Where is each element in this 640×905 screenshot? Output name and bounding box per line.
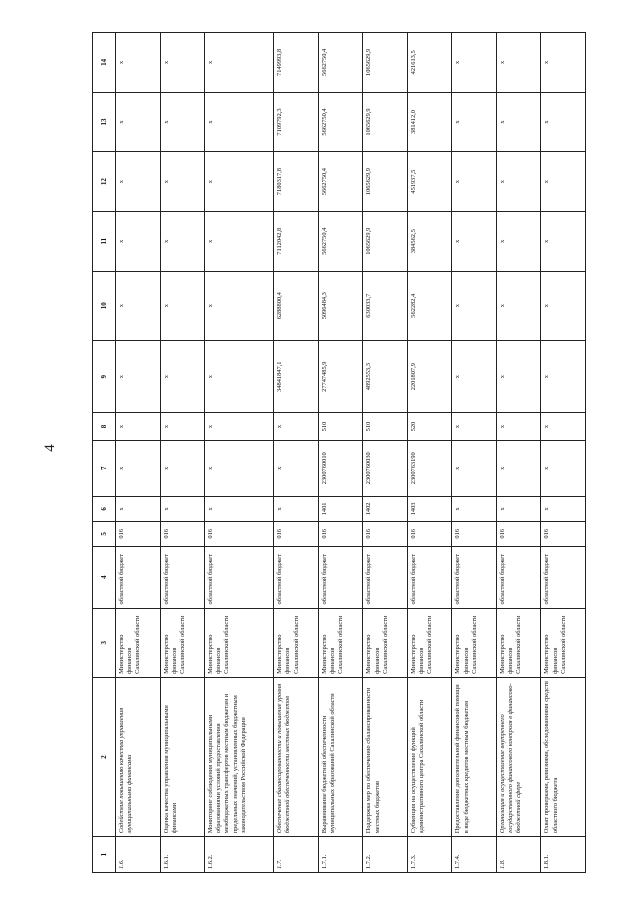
table-cell: 562282,4 — [407, 271, 452, 340]
table-cell: областной бюджет — [496, 546, 541, 608]
table-cell: x — [496, 340, 541, 413]
column-header: 14 — [93, 33, 116, 93]
table-cell: x — [205, 211, 274, 271]
table-cell: x — [116, 271, 161, 340]
page-number: 4 — [42, 444, 58, 452]
table-cell: x — [541, 496, 586, 521]
table-cell: областной бюджет — [274, 546, 319, 608]
table-cell: 7180317,8 — [274, 152, 319, 212]
table-cell: 1065629,9 — [363, 33, 408, 93]
table-cell: x — [541, 440, 586, 496]
table-cell: 5662750,4 — [318, 92, 363, 152]
table-cell: 7149993,8 — [274, 33, 319, 93]
column-header: 6 — [93, 496, 116, 521]
table-cell: 520 — [407, 413, 452, 440]
table-cell: 5096484,3 — [318, 271, 363, 340]
table-cell: x — [541, 92, 586, 152]
table-cell: x — [205, 33, 274, 93]
table-cell: 510 — [363, 413, 408, 440]
table-cell: x — [541, 152, 586, 212]
table-cell: 5662750,4 — [318, 33, 363, 93]
table-cell: 1065629,9 — [363, 92, 408, 152]
table-cell: x — [496, 271, 541, 340]
table-cell: 1.7.1. — [318, 837, 363, 873]
table-cell: x — [205, 152, 274, 212]
table-cell: Поддержка мер по обеспечению сбалансированности местных бюджетов — [363, 677, 408, 836]
table-cell: Мониторинг соблюдения муниципальными образованиями условий предоставления межбюджетных трансфертов местным бюджетам и предельных значений, установленных бюджетным законодательством Российской Федерации — [205, 677, 274, 836]
table-cell: x — [160, 33, 205, 93]
table-cell: 421613,5 — [407, 33, 452, 93]
budget-table — [92, 32, 586, 873]
table-cell: 34841847,1 — [274, 340, 319, 413]
table-cell: 1401 — [318, 496, 363, 521]
table-cell: 1.7.2. — [363, 837, 408, 873]
table-cell: Министерство финансов Сахалинской области — [452, 608, 497, 677]
table-cell: 016 — [452, 521, 497, 546]
table-cell: Министерство финансов Сахалинской области — [205, 608, 274, 677]
table-cell: x — [116, 496, 161, 521]
table-cell: 016 — [496, 521, 541, 546]
table-row — [541, 33, 586, 873]
table-cell: областной бюджет — [363, 546, 408, 608]
table-cell: 1.6. — [116, 837, 161, 873]
table-cell: 2300760030 — [363, 440, 408, 496]
table-cell: x — [496, 413, 541, 440]
table-cell: x — [541, 33, 586, 93]
table-row — [318, 33, 363, 873]
table-cell: 1.7.4. — [452, 837, 497, 873]
table-cell: областной бюджет — [541, 546, 586, 608]
table-cell: 1065629,9 — [363, 211, 408, 271]
table-cell: 016 — [541, 521, 586, 546]
table-cell: x — [116, 152, 161, 212]
table-cell: x — [496, 496, 541, 521]
column-header: 12 — [93, 152, 116, 212]
column-header: 7 — [93, 440, 116, 496]
table-cell: x — [116, 413, 161, 440]
table-cell: Министерство финансов Сахалинской области — [318, 608, 363, 677]
table-cell: x — [274, 496, 319, 521]
table-cell: 1403 — [407, 496, 452, 521]
header-row — [93, 33, 116, 873]
table-cell: 016 — [160, 521, 205, 546]
table-cell: 1.7. — [274, 837, 319, 873]
table-cell: x — [160, 440, 205, 496]
table-cell: x — [452, 440, 497, 496]
column-header: 8 — [93, 413, 116, 440]
table-cell: 6288800,4 — [274, 271, 319, 340]
table-cell: 016 — [363, 521, 408, 546]
table-cell: 5662750,4 — [318, 211, 363, 271]
table-cell: x — [496, 211, 541, 271]
table-cell: x — [452, 211, 497, 271]
table-row — [205, 33, 274, 873]
table-cell: x — [541, 413, 586, 440]
table-cell: 381412,0 — [407, 92, 452, 152]
table-cell: 1402 — [363, 496, 408, 521]
table-cell: x — [496, 440, 541, 496]
table-cell: 1.8. — [496, 837, 541, 873]
table-cell: областной бюджет — [205, 546, 274, 608]
table-row — [160, 33, 205, 873]
table-cell: Предоставление дополнительной финансовой помощи в виде бюджетных кредитов местным бюджетам — [452, 677, 497, 836]
table-cell: 016 — [274, 521, 319, 546]
table-row — [452, 33, 497, 873]
table-cell: x — [274, 440, 319, 496]
table-cell: x — [452, 33, 497, 93]
table-cell: x — [452, 413, 497, 440]
table-cell: Министерство финансов Сахалинской области — [274, 608, 319, 677]
table-cell: Обеспечение сбалансированности и повышение уровня бюджетной обеспеченности местных бюджетов — [274, 677, 319, 836]
table-cell: областной бюджет — [452, 546, 497, 608]
table-row — [407, 33, 452, 873]
table-cell: 27747485,9 — [318, 340, 363, 413]
column-header: 11 — [93, 211, 116, 271]
table-cell: 630033,7 — [363, 271, 408, 340]
column-header: 1 — [93, 837, 116, 873]
table-cell: 1.6.1. — [160, 837, 205, 873]
table-cell: x — [452, 92, 497, 152]
table-cell: Субвенция на осуществление функций административного центра Сахалинской области — [407, 677, 452, 836]
table-cell: областной бюджет — [160, 546, 205, 608]
table-cell: x — [274, 413, 319, 440]
table-cell: 016 — [116, 521, 161, 546]
table-cell: 1.8.1. — [541, 837, 586, 873]
table-cell: x — [116, 33, 161, 93]
table-cell: 510 — [318, 413, 363, 440]
table-cell: 016 — [205, 521, 274, 546]
table-cell: Министерство финансов Сахалинской области — [363, 608, 408, 677]
column-header: 5 — [93, 521, 116, 546]
table-cell: x — [496, 152, 541, 212]
table-cell: Оценка качества управления муниципальными финансами — [160, 677, 205, 836]
table-cell: x — [116, 340, 161, 413]
table-cell: x — [452, 152, 497, 212]
table-cell: 2300760010 — [318, 440, 363, 496]
table-cell: x — [205, 271, 274, 340]
table-cell: Министерство финансов Сахалинской области — [541, 608, 586, 677]
table-cell: x — [452, 271, 497, 340]
column-header: 9 — [93, 340, 116, 413]
table-cell: областной бюджет — [116, 546, 161, 608]
table-cell: x — [160, 92, 205, 152]
table-cell: Министерство финансов Сахалинской области — [160, 608, 205, 677]
table-cell: x — [205, 92, 274, 152]
table-cell: x — [116, 440, 161, 496]
table-row — [363, 33, 408, 873]
table-cell: Министерство финансов Сахалинской области — [496, 608, 541, 677]
rotated-table-wrapper — [92, 32, 586, 873]
table-cell: 016 — [407, 521, 452, 546]
table-cell: x — [205, 496, 274, 521]
table-row — [274, 33, 319, 873]
table-cell: 2201807,9 — [407, 340, 452, 413]
table-cell: Министерство финансов Сахалинской области — [116, 608, 161, 677]
table-cell: x — [205, 440, 274, 496]
table-cell: областной бюджет — [407, 546, 452, 608]
column-header: 10 — [93, 271, 116, 340]
table-cell: x — [160, 496, 205, 521]
table-cell: x — [116, 92, 161, 152]
table-cell: x — [160, 152, 205, 212]
table-cell: 1.7.3. — [407, 837, 452, 873]
table-cell: x — [160, 271, 205, 340]
table-cell: Выравнивание бюджетной обеспеченности муниципальных образований Сахалинской области — [318, 677, 363, 836]
table-cell: x — [116, 211, 161, 271]
column-header: 4 — [93, 546, 116, 608]
table-cell: 1.6.2. — [205, 837, 274, 873]
table-cell: Организация и осуществление внутреннего государственного финансового контроля в финансово-бюджетной сфере — [496, 677, 541, 836]
table-cell: 2300763190 — [407, 440, 452, 496]
table-cell: областной бюджет — [318, 546, 363, 608]
table-cell: x — [160, 340, 205, 413]
table-cell: x — [452, 340, 497, 413]
table-row — [496, 33, 541, 873]
table-cell: 5662750,4 — [318, 152, 363, 212]
table-cell: x — [496, 92, 541, 152]
table-cell: x — [205, 340, 274, 413]
table-cell: x — [541, 340, 586, 413]
table-cell: x — [452, 496, 497, 521]
table-cell: x — [160, 211, 205, 271]
table-cell: Министерство финансов Сахалинской области — [407, 608, 452, 677]
table-cell: 7112042,8 — [274, 211, 319, 271]
table-cell: x — [541, 271, 586, 340]
table-cell: x — [205, 413, 274, 440]
table-cell: x — [541, 211, 586, 271]
table-cell: 384562,5 — [407, 211, 452, 271]
table-cell: 4892553,3 — [363, 340, 408, 413]
table-row — [116, 33, 161, 873]
table-cell: 1065629,9 — [363, 152, 408, 212]
column-header: 2 — [93, 677, 116, 836]
column-header: 3 — [93, 608, 116, 677]
table-cell: 7109792,3 — [274, 92, 319, 152]
table-cell: Охват проверками, ревизиями, обследованиями средств областного бюджета — [541, 677, 586, 836]
column-header: 13 — [93, 92, 116, 152]
table-cell: x — [496, 33, 541, 93]
table-cell: Содействие повышению качества управления муниципальными финансами — [116, 677, 161, 836]
table-cell: 016 — [318, 521, 363, 546]
table-cell: x — [160, 413, 205, 440]
table-cell: 451937,5 — [407, 152, 452, 212]
